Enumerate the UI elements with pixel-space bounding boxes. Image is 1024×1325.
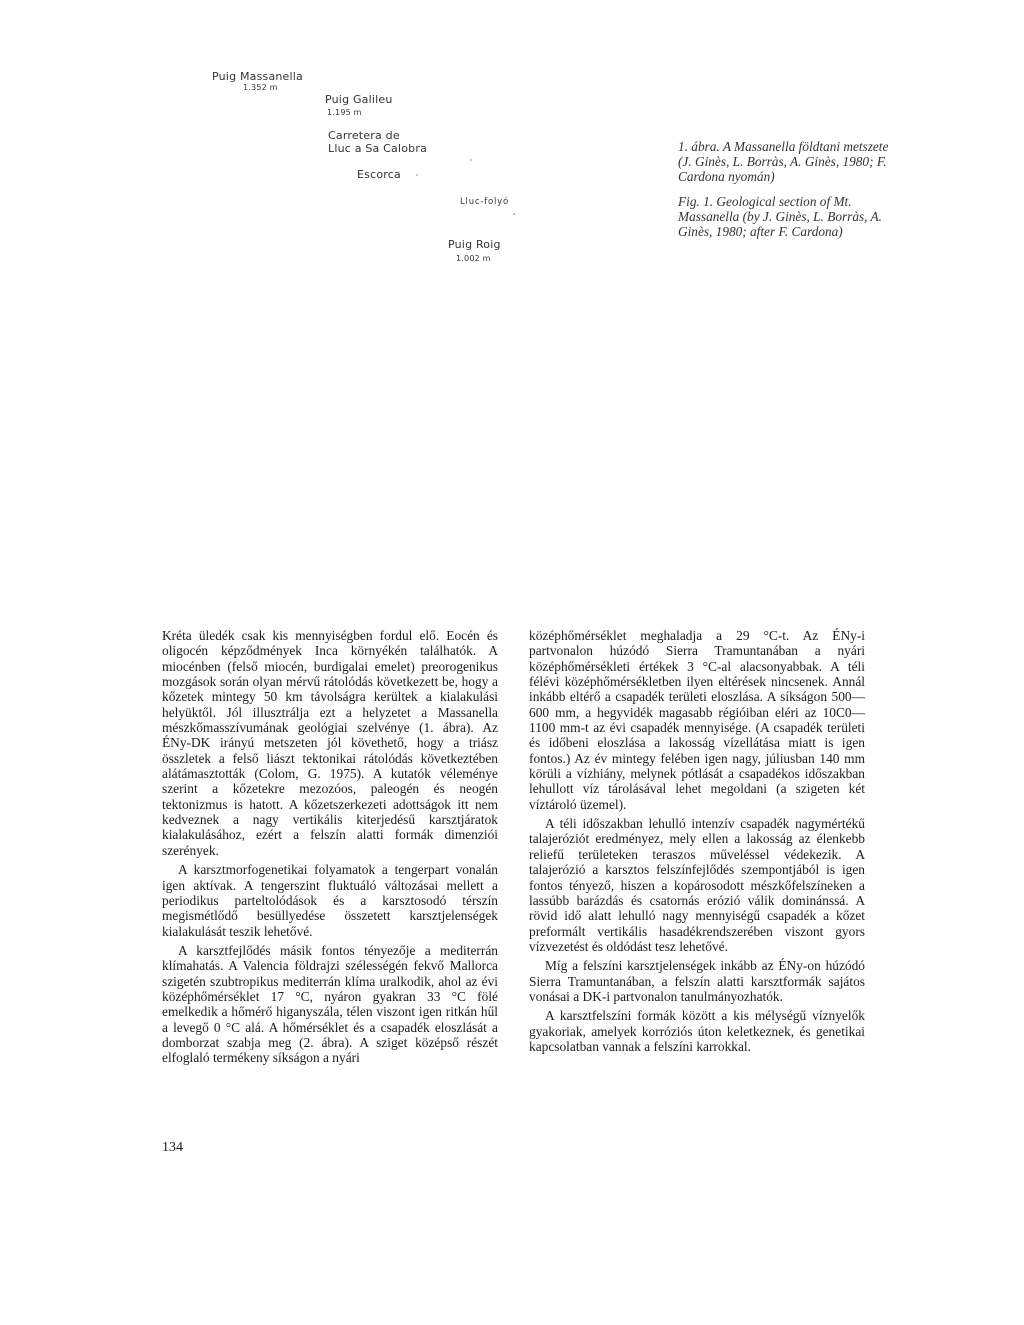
paragraph: A karsztfelszíni formák között a kis mélységű víznyelők gyakoriak, amelyek korróziós úton keletkeznek, és genetikai kapcsolatban vannak a felszíni karrokkal. — [529, 1008, 865, 1054]
label-lluc-folyo: Lluc-folyó — [460, 197, 510, 207]
label-escorca: Escorca — [357, 168, 401, 181]
paragraph: A karsztfejlődés másik fontos tényezője a mediterrán klímahatás. A Valencia földrajzi szélességén fekvő Mallorca szigetén szubtropikus mediterrán klíma uralkodik, ahol az évi középhőmérséklet 17 °C, nyáron gyakran 33 °C fölé emelkedik a hőmérő higanyszála, télen viszont igen ritkán hűl a levegő 0 °C alá. A hőmérséklet és a csapadék eloszlását a domborzat szabja meg (2. ábra). A sziget középső részét elfoglaló termékeny síkságon a nyári — [162, 942, 498, 1066]
paragraph: A karsztmorfogenetikai folyamatok a tengerpart vonalán igen aktívak. A tengerszint fluktuáló változásai mellett a periodikus parteltolódások és a karsztosodó térszín megismétlődő besüllyedése összetett karsztjelenségek kialakulását teszik lehetővé. — [162, 862, 498, 939]
label-carretera-line1: Carretera de — [328, 129, 400, 142]
geological-section-figure — [130, 52, 900, 582]
label-carretera-line2: Lluc a Sa Calobra — [328, 142, 428, 155]
figure-caption — [678, 139, 900, 239]
left-column — [162, 628, 498, 1066]
paragraph: Kréta üledék csak kis mennyiségben fordul elő. Eocén és oligocén képződmények Inca környékén találhatók. A miocénben (felső miocén, burdigalai emelet) preorogenikus mozgások során olyan mérvű rátolódás következett be, hogy a kőzetek mintegy 50 km távolságra kerültek a kialakulási helyüktől. Jól illusztrálja ezt a helyzetet a Massanella mészkőmasszívumának geológiai szelvénye (1. ábra). Az ÉNy-DK irányú metszeten jól követhető, hogy a triász összletek a felső liászt tektonikai rátolódás következtében alátámasztották (Colom, G. 1975). A kutatók véleménye szerint a kőzetekre mezozóos, paleogén és neogén tektonizmus is hatott. A kőzetszerkezeti adottságok itt nem kedveznek a nagy vertikális kiterjedésű karsztjáratok kialakulásához, ezért a felszín alatti formák dimenziói szerények. — [162, 628, 498, 858]
caption-english: Fig. 1. Geological section of Mt. Massanella (by J. Ginès, L. Borràs, A. Ginès, 1980; after F. Cardona) — [678, 194, 882, 239]
page-number: 134 — [162, 1140, 183, 1155]
label-puig-massanella-altitude: 1.352 m — [243, 83, 278, 92]
paragraph: Míg a felszíni karsztjelenségek inkább az ÉNy-on húzódó Sierra Tramuntanában, a felszín alatti karsztformák sajátos vonásai a DK-i partvonalon tanulmányozhatók. — [529, 958, 865, 1004]
label-puig-roig-altitude: 1.002 m — [456, 254, 491, 263]
right-column — [529, 628, 865, 1054]
map-dot — [513, 213, 515, 215]
paragraph: A téli időszakban lehulló intenzív csapadék nagymértékű talajeróziót eredményez, mely ellen a lakosság az élenkebb reliefű területeken teraszos műveléssel védekezik. A talajerózió a karsztos felszínfejlődés szempontjából is igen fontos tényező, hiszen a kopárosodott mészkőfelszíneken a lassúbb barázdás és csatornás erózió válik dominánssá. A rövid idő alatt lehulló nagy mennyiségű csapadék a kőzet preformált vertikális hasadékrendszerében viszont gyors vízvezetést és oldódást tesz lehetővé. — [529, 816, 865, 954]
label-puig-galileu: Puig Galileu — [325, 93, 393, 106]
caption-hungarian: 1. ábra. A Massanella földtani metszete (J. Ginès, L. Borràs, A. Ginès, 1980; F. Cardona nyomán) — [678, 139, 889, 184]
label-puig-roig: Puig Roig — [448, 238, 501, 251]
label-puig-galileu-altitude: 1.195 m — [327, 108, 362, 117]
label-puig-massanella: Puig Massanella — [212, 70, 303, 83]
map-dot — [470, 159, 472, 161]
map-dot — [416, 174, 418, 176]
paragraph: középhőmérséklet meghaladja a 29 °C-t. Az ÉNy-i partvonalon húzódó Sierra Tramuntanában a nyári középhőmérsékleti értékek 3 °C-al alacsonyabbak. A téli félévi középhőmérsékletben ilyen eltérések nincsenek. Annál inkább eltérő a csapadék területi eloszlása. A síkságon 500—600 mm, a hegyvidék magasabb régióiban eléri az 10C0—1100 mm-t az évi csapadék mennyisége. (A csapadék területi és időbeni eloszlása a lakosság vízellátása miatt is igen fontos.) Az év mintegy felében igen nagy, júliusban 140 mm körüli a vízhiány, melynek pótlását a csapadékos időszakban lehullott víz tárolásával lehet megoldani (a szigeten két víztároló üzemel). — [529, 628, 865, 812]
